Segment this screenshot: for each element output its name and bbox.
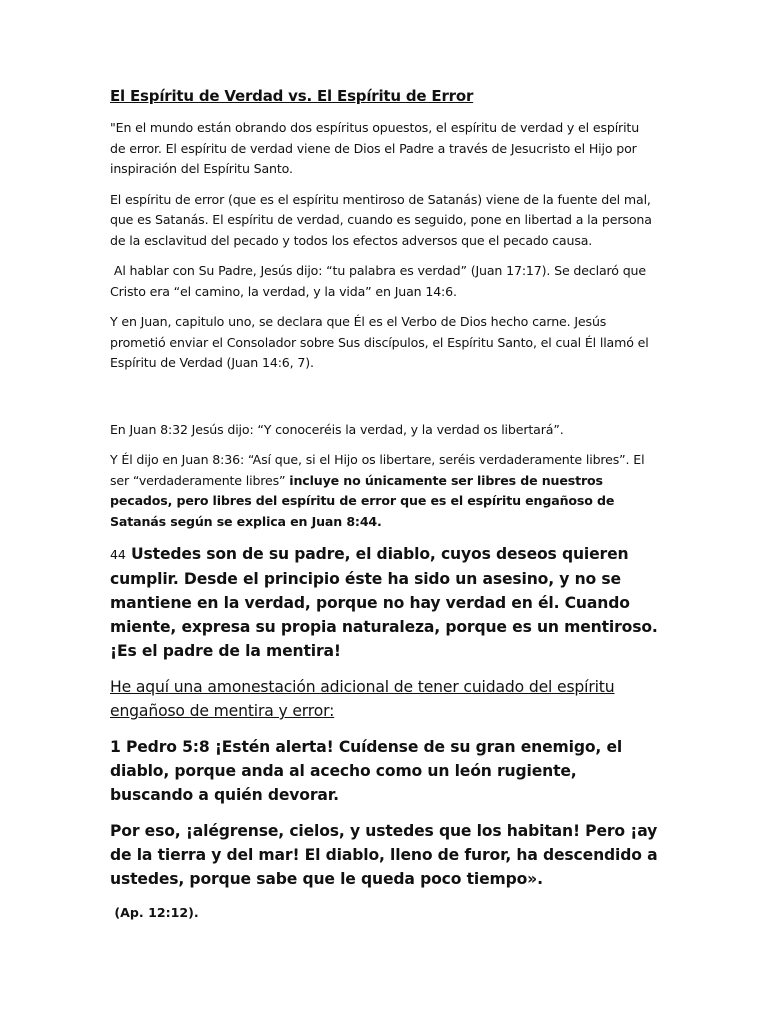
paragraph-word-made-flesh: Y en Juan, capitulo uno, se declara que Él es el Verbo de Dios hecho carne. Jesús prometió enviar el Consolador sobre Sus discípulos, el Espíritu Santo, el cual Él llamó el Espíritu de Verdad (Juan 14:6, 7). bbox=[110, 314, 649, 370]
document-title: El Espíritu de Verdad vs. El Espíritu de Error bbox=[110, 87, 474, 105]
juan-8-36-text: Y Él dijo en Juan 8:36: “Así que, si el Hijo os libertare, seréis verdaderamente libres”. El ser “verdaderamente libres” bbox=[110, 452, 645, 488]
verse-number: 44 bbox=[110, 547, 126, 562]
document-page bbox=[110, 86, 658, 923]
paragraph-juan-8-32: En Juan 8:32 Jesús dijo: “Y conoceréis la verdad, y la verdad os libertará”. bbox=[110, 421, 564, 437]
warning-heading: He aquí una amonestación adicional de tener cuidado del espíritu engañoso de mentira y error: bbox=[110, 678, 615, 720]
verse-44 bbox=[110, 542, 658, 663]
paragraph-spirit-of-error: El espíritu de error (que es el espíritu mentiroso de Satanás) viene de la fuente del mal, que es Satanás. El espíritu de verdad, cuando es seguido, pone en libertad a la persona de la esclavitud del pecado y todos los efectos adversos que el pecado causa. bbox=[110, 191, 652, 248]
verse-44-text: Ustedes son de su padre, el diablo, cuyos deseos quieren cumplir. Desde el principio éste ha sido un asesino, y no se mantiene en la verdad, porque no hay verdad en él. Cuando miente, expresa su propia naturaleza, porque es un mentiroso. ¡Es el padre de la mentira! bbox=[110, 545, 658, 660]
paragraph-juan-8-36 bbox=[110, 450, 658, 532]
paragraph-opposing-spirits: "En el mundo están obrando dos espíritus opuestos, el espíritu de verdad y el espíritu de error. El espíritu de verdad viene de Dios el Padre a través de Jesucristo el Hijo por inspiración del Espíritu Santo. bbox=[110, 120, 640, 176]
juan-8-36-bold-text: incluye no únicamente ser libres de nuestros pecados, pero libres del espíritu de error que es el espíritu engañoso de Satanás según se explica en Juan 8:44. bbox=[110, 472, 615, 529]
paragraph-word-is-truth: Al hablar con Su Padre, Jesús dijo: “tu palabra es verdad” (Juan 17:17). Se declaró que Cristo era “el camino, la verdad, y la vida” en Juan 14:6. bbox=[110, 263, 650, 299]
verse-apocalipsis: Por eso, ¡alégrense, cielos, y ustedes que los habitan! Pero ¡ay de la tierra y del mar! El diablo, lleno de furor, ha descendido a ustedes, porque sabe que le queda poco tiempo». bbox=[110, 822, 658, 888]
spacer bbox=[110, 384, 658, 420]
verse-1-pedro-5-8: 1 Pedro 5:8 ¡Estén alerta! Cuídense de su gran enemigo, el diablo, porque anda al acecho como un león rugiente, buscando a quién devorar. bbox=[110, 738, 623, 804]
verse-reference: (Ap. 12:12). bbox=[110, 905, 199, 920]
